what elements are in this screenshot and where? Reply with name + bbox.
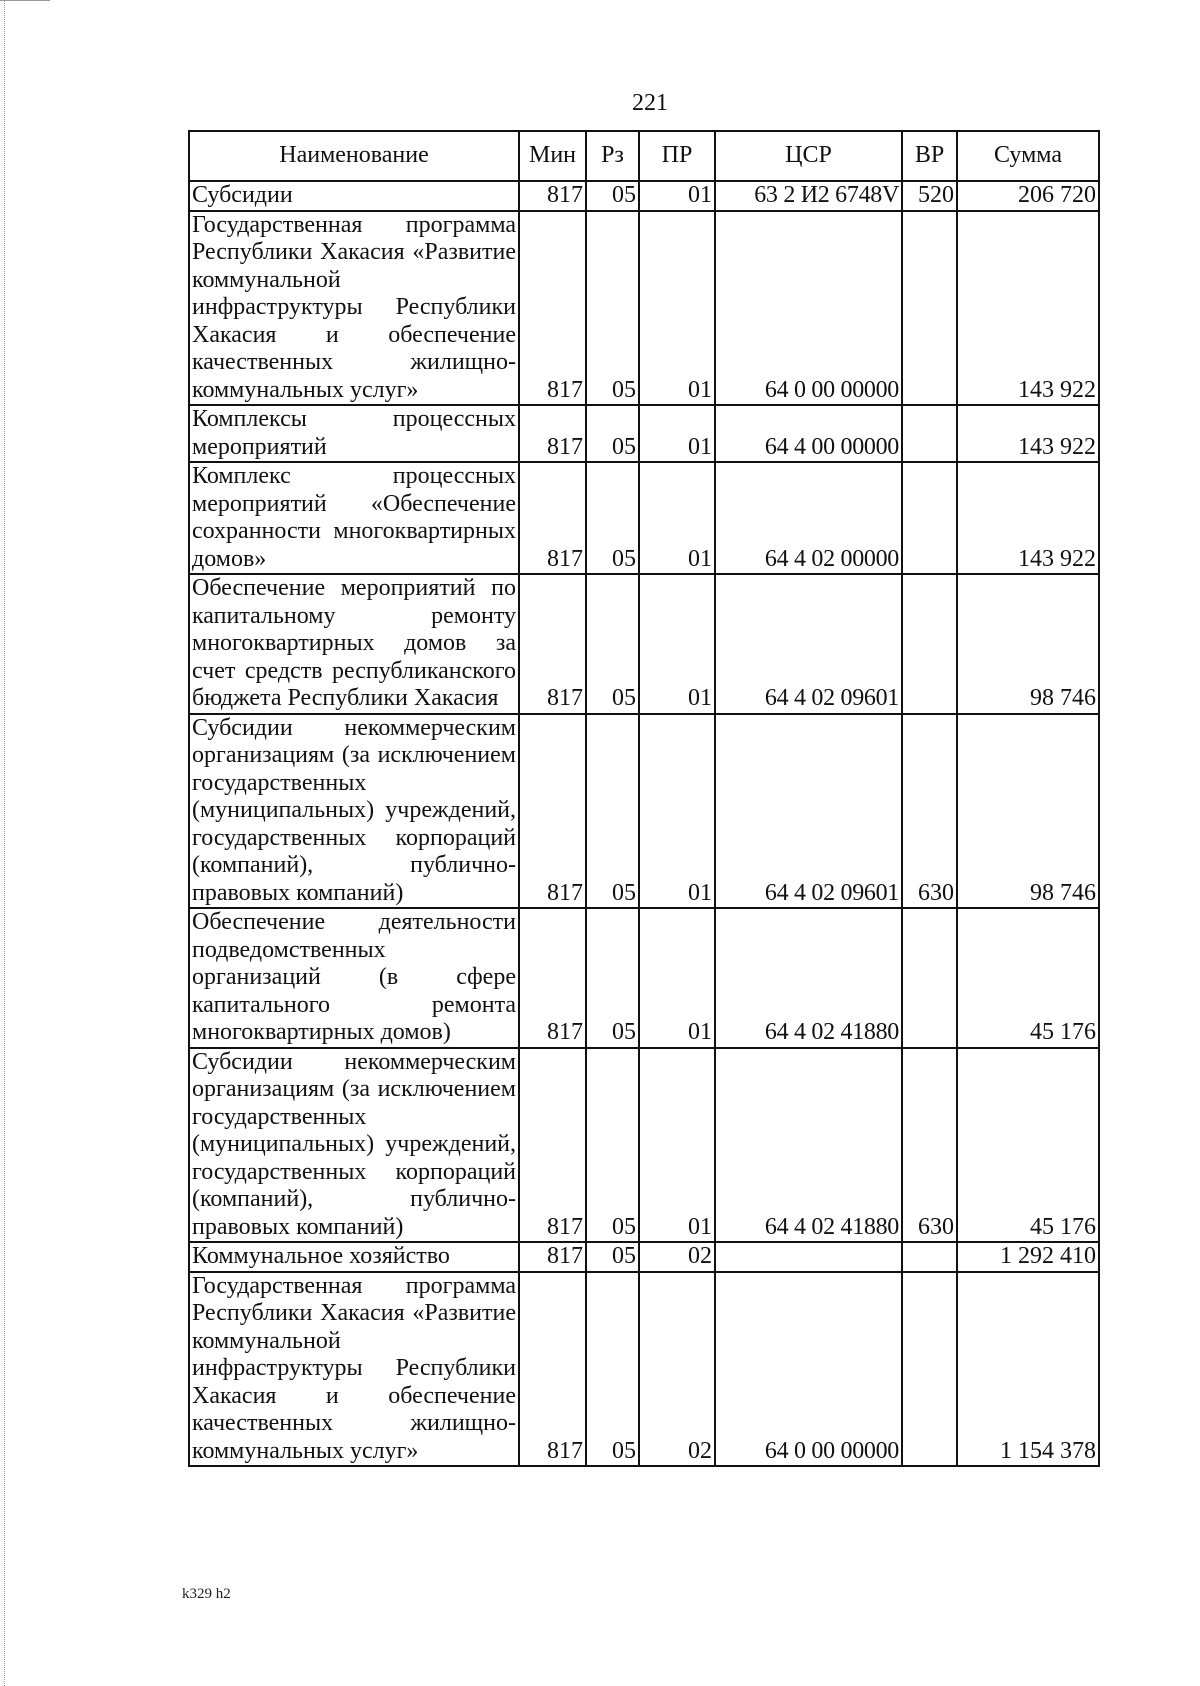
footer-document-code: k329 h2 <box>182 1586 231 1602</box>
row-pr: 01 <box>639 1048 715 1243</box>
row-pr: 01 <box>639 211 715 406</box>
row-name: Комплексы процессных мероприятий <box>189 405 519 462</box>
table-row <box>189 181 1099 211</box>
table-row <box>189 1048 1099 1243</box>
table-row <box>189 1242 1099 1272</box>
header-rz: Рз <box>586 131 639 181</box>
row-csr: 64 0 00 00000 <box>715 1272 902 1467</box>
header-name: Наименование <box>189 131 519 181</box>
row-min: 817 <box>519 181 586 211</box>
row-vr <box>902 462 957 574</box>
row-vr <box>902 1242 957 1272</box>
row-name: Обеспечение мероприятий по капитальному ремонту многоквартирных домов за счет средств республиканского бюджета Республики Хакасия <box>189 574 519 714</box>
page-number: 221 <box>632 90 668 116</box>
row-sum: 45 176 <box>957 908 1099 1048</box>
scan-top-edge <box>0 0 50 2</box>
row-min: 817 <box>519 1048 586 1243</box>
row-sum: 143 922 <box>957 405 1099 462</box>
row-sum: 1 292 410 <box>957 1242 1099 1272</box>
header-pr: ПР <box>639 131 715 181</box>
table-row <box>189 462 1099 574</box>
row-min: 817 <box>519 714 586 909</box>
table-row <box>189 405 1099 462</box>
header-sum: Сумма <box>957 131 1099 181</box>
row-sum: 206 720 <box>957 181 1099 211</box>
row-rz: 05 <box>586 574 639 714</box>
row-rz: 05 <box>586 1048 639 1243</box>
table-row <box>189 714 1099 909</box>
row-min: 817 <box>519 574 586 714</box>
row-min: 817 <box>519 211 586 406</box>
row-min: 817 <box>519 908 586 1048</box>
row-vr <box>902 908 957 1048</box>
row-min: 817 <box>519 462 586 574</box>
row-pr: 01 <box>639 181 715 211</box>
header-min: Мин <box>519 131 586 181</box>
row-name: Комплекс процессных мероприятий «Обеспечение сохранности многоквартирных домов» <box>189 462 519 574</box>
row-name: Коммунальное хозяйство <box>189 1242 519 1272</box>
row-csr: 64 4 02 09601 <box>715 714 902 909</box>
table-header-row <box>189 131 1099 181</box>
row-name: Субсидии некоммерческим организациям (за исключением государственных (муниципальных) учреждений, государственных корпораций (компаний), публично-правовых компаний) <box>189 714 519 909</box>
row-sum: 98 746 <box>957 714 1099 909</box>
row-rz: 05 <box>586 908 639 1048</box>
row-sum: 143 922 <box>957 462 1099 574</box>
row-pr: 01 <box>639 714 715 909</box>
row-rz: 05 <box>586 181 639 211</box>
row-vr: 630 <box>902 714 957 909</box>
row-pr: 01 <box>639 574 715 714</box>
table-row <box>189 211 1099 406</box>
row-min: 817 <box>519 1272 586 1467</box>
row-sum: 1 154 378 <box>957 1272 1099 1467</box>
row-sum: 143 922 <box>957 211 1099 406</box>
row-rz: 05 <box>586 1272 639 1467</box>
row-min: 817 <box>519 405 586 462</box>
header-csr: ЦСР <box>715 131 902 181</box>
table-row <box>189 908 1099 1048</box>
table-row <box>189 1272 1099 1467</box>
row-csr: 64 4 02 09601 <box>715 574 902 714</box>
row-sum: 45 176 <box>957 1048 1099 1243</box>
budget-table <box>188 130 1100 1467</box>
row-csr: 64 0 00 00000 <box>715 211 902 406</box>
row-vr <box>902 574 957 714</box>
row-rz: 05 <box>586 405 639 462</box>
row-vr: 630 <box>902 1048 957 1243</box>
row-vr <box>902 405 957 462</box>
row-vr <box>902 1272 957 1467</box>
row-rz: 05 <box>586 211 639 406</box>
row-pr: 02 <box>639 1242 715 1272</box>
scan-left-edge <box>4 0 6 1686</box>
row-csr: 64 4 02 41880 <box>715 908 902 1048</box>
table-row <box>189 574 1099 714</box>
row-min: 817 <box>519 1242 586 1272</box>
row-rz: 05 <box>586 714 639 909</box>
row-csr: 64 4 00 00000 <box>715 405 902 462</box>
row-pr: 02 <box>639 1272 715 1467</box>
row-name: Государственная программа Республики Хакасия «Развитие коммунальной инфраструктуры Республики Хакасия и обеспечение качественных жилищно-коммунальных услуг» <box>189 211 519 406</box>
row-csr: 64 4 02 41880 <box>715 1048 902 1243</box>
row-vr: 520 <box>902 181 957 211</box>
row-rz: 05 <box>586 1242 639 1272</box>
row-name: Государственная программа Республики Хакасия «Развитие коммунальной инфраструктуры Республики Хакасия и обеспечение качественных жилищно-коммунальных услуг» <box>189 1272 519 1467</box>
row-pr: 01 <box>639 462 715 574</box>
row-csr <box>715 1242 902 1272</box>
row-pr: 01 <box>639 405 715 462</box>
header-vr: ВР <box>902 131 957 181</box>
row-rz: 05 <box>586 462 639 574</box>
row-csr: 64 4 02 00000 <box>715 462 902 574</box>
row-name: Обеспечение деятельности подведомственных организаций (в сфере капитального ремонта многоквартирных домов) <box>189 908 519 1048</box>
row-pr: 01 <box>639 908 715 1048</box>
row-name: Субсидии некоммерческим организациям (за исключением государственных (муниципальных) учреждений, государственных корпораций (компаний), публично-правовых компаний) <box>189 1048 519 1243</box>
row-name: Субсидии <box>189 181 519 211</box>
row-sum: 98 746 <box>957 574 1099 714</box>
row-csr: 63 2 И2 6748V <box>715 181 902 211</box>
row-vr <box>902 211 957 406</box>
